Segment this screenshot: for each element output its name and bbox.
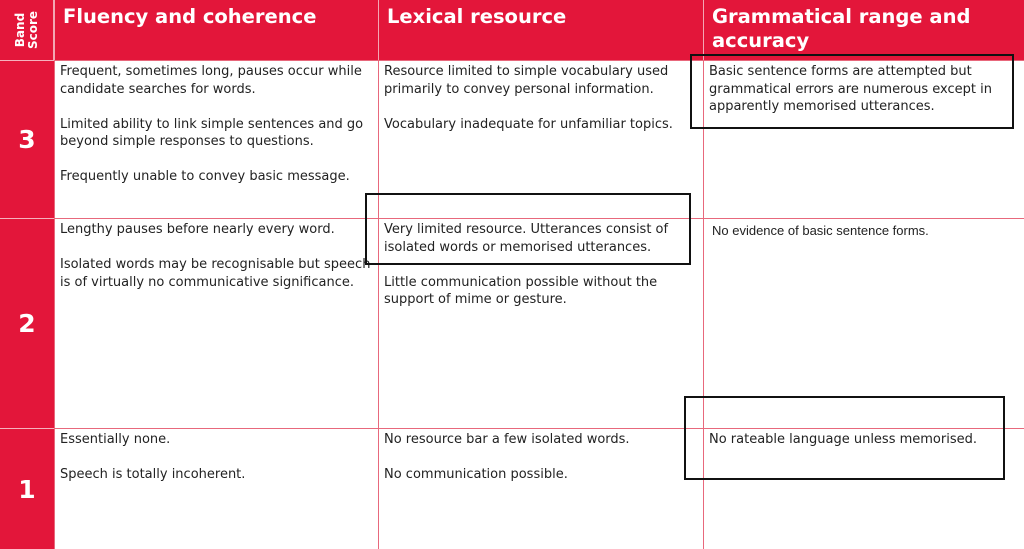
band-score-header bbox=[0, 0, 54, 60]
band-word: Band bbox=[13, 12, 27, 48]
column-header-grammar: Grammatical range and accuracy bbox=[703, 0, 1024, 60]
descriptor-text: Essentially none. bbox=[60, 432, 171, 447]
descriptor-text: Resource limited to simple vocabulary used primarily to convey personal information. bbox=[384, 64, 669, 97]
descriptor-text: Isolated words may be recognisable but speech is of virtually no communicative significance. bbox=[60, 257, 371, 290]
cell-band1-lexical bbox=[378, 428, 703, 549]
band-score-header-label bbox=[14, 11, 40, 49]
descriptor-text: No rateable language unless memorised. bbox=[709, 432, 977, 447]
descriptor-text: Very limited resource. Utterances consist of isolated words or memorised utterances. bbox=[384, 222, 669, 255]
descriptor-text: No communication possible. bbox=[384, 467, 568, 482]
highlight-box-band3-grammar bbox=[690, 54, 1014, 129]
descriptor-text: Basic sentence forms are attempted but grammatical errors are numerous except in apparently memorised utterances. bbox=[709, 64, 992, 114]
column-header-lexical: Lexical resource bbox=[378, 0, 703, 60]
descriptor-text: Limited ability to link simple sentences and go beyond simple responses to questions. bbox=[60, 116, 364, 149]
descriptor-text: Vocabulary inadequate for unfamiliar topics. bbox=[384, 116, 673, 132]
descriptor-text: Speech is totally incoherent. bbox=[60, 467, 246, 482]
descriptor-text: Frequently unable to convey basic message. bbox=[60, 169, 350, 184]
descriptor-text: Frequent, sometimes long, pauses occur while candidate searches for words. bbox=[60, 64, 362, 97]
cell-band3-fluency bbox=[54, 60, 378, 218]
band-number-1: 1 bbox=[0, 428, 54, 549]
descriptor-text: No resource bar a few isolated words. bbox=[384, 432, 630, 447]
descriptor-text: Lengthy pauses before nearly every word. bbox=[60, 222, 335, 237]
cell-band1-fluency bbox=[54, 428, 378, 549]
descriptor-text: Little communication possible without the support of mime or gesture. bbox=[384, 274, 658, 307]
descriptor-text: No evidence of basic sentence forms. bbox=[712, 223, 929, 238]
band-number-3: 3 bbox=[0, 60, 54, 218]
score-word: Score bbox=[26, 10, 40, 50]
highlight-box-band1-grammar bbox=[684, 396, 1005, 480]
cell-band2-fluency bbox=[54, 218, 378, 428]
band-number-2: 2 bbox=[0, 218, 54, 428]
column-header-fluency: Fluency and coherence bbox=[54, 0, 378, 60]
highlight-box-band2-lexical bbox=[365, 193, 691, 265]
